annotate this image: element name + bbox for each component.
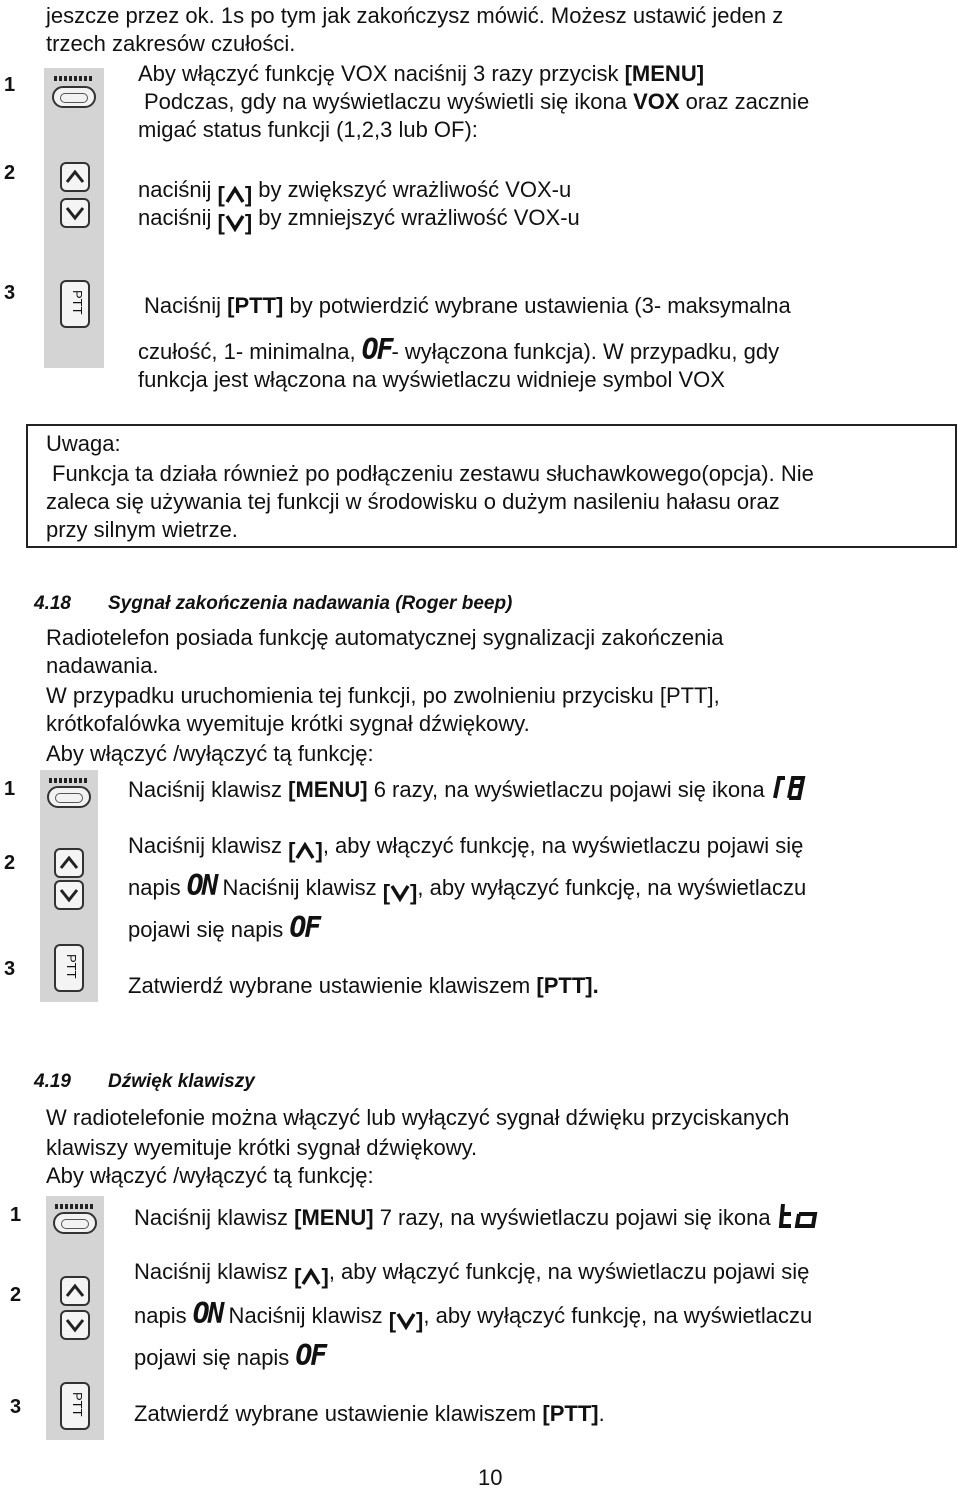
ptt-button-icon: PTT (60, 1382, 90, 1430)
on-display-glyph: ON (192, 1297, 223, 1330)
roger-step2-line3: pojawi się napis OF (128, 911, 320, 944)
up-arrow-button-icon (60, 1276, 90, 1306)
ptt-button-icon: PTT (54, 944, 84, 992)
down-key-icon: [ ] (382, 880, 418, 905)
roger-step1: Naciśnij klawisz [MENU] 6 razy, na wyświetlaczu pojawi się ikona (128, 772, 807, 809)
step-number: 2 (4, 852, 16, 874)
of-display-glyph: OF (361, 333, 392, 366)
paragraph-line: W przypadku uruchomienia tej funkcji, po zwolnieniu przycisku [PTT], (46, 683, 720, 708)
section-number: 4.19 (34, 1071, 71, 1092)
of-display-glyph: OF (295, 1339, 326, 1372)
step-number: 2 (4, 162, 16, 184)
down-key-icon: [ ] (388, 1308, 424, 1333)
up-key-icon: [ ] (217, 182, 253, 207)
roger-beep-display-icon (771, 772, 807, 809)
step-number: 1 (4, 74, 16, 96)
keytone-step2-line3: pojawi się napis OF (134, 1339, 326, 1372)
keytone-step1: Naciśnij klawisz [MENU] 7 razy, na wyświetlaczu pojawi się ikona (134, 1200, 821, 1237)
step-number: 3 (10, 1396, 22, 1418)
roger-step2-line1: Naciśnij klawisz [ ], aby włączyć funkcję, na wyświetlaczu pojawi się (128, 833, 804, 863)
paragraph-line: Aby włączyć /wyłączyć tą funkcję: (46, 741, 374, 766)
step-number: 1 (10, 1204, 22, 1226)
device-keypad-illustration (44, 68, 104, 368)
step-number: 3 (4, 958, 16, 980)
vox-step3-line1: Naciśnij [PTT] by potwierdzić wybrane ustawienia (3- maksymalna (144, 293, 791, 318)
section-title: Sygnał zakończenia nadawania (Roger beep) (108, 593, 513, 614)
vox-intro-line1: jeszcze przez ok. 1s po tym jak zakończysz mówić. Możesz ustawić jeden z (46, 3, 784, 28)
step-number: 2 (10, 1284, 22, 1306)
paragraph-line: klawiszy wyemituje krótki sygnał dźwiękowy. (46, 1135, 478, 1160)
section-number: 4.18 (34, 593, 71, 614)
keytone-step3: Zatwierdź wybrane ustawienie klawiszem [PTT]. (134, 1401, 605, 1426)
note-title: Uwaga: (46, 431, 121, 456)
up-key-icon: [ ] (294, 1264, 329, 1289)
vox-step1-line3: migać status funkcji (1,2,3 lub OF): (138, 117, 478, 142)
vox-step1-line1: Aby włączyć funkcję VOX naciśnij 3 razy przycisk [MENU] (138, 61, 705, 86)
roger-step2-line2: napis ON Naciśnij klawisz [ ], aby wyłączyć funkcję, na wyświetlaczu (128, 869, 807, 905)
paragraph-line: W radiotelefonie można włączyć lub wyłączyć sygnał dźwięku przyciskanych (46, 1105, 790, 1130)
paragraph-line: Radiotelefon posiada funkcję automatycznej sygnalizacji zakończenia (46, 625, 724, 650)
menu-button-icon (47, 786, 91, 808)
up-arrow-button-icon (60, 162, 90, 192)
note-line2: zaleca się używania tej funkcji w środowisku o dużym nasileniu hałasu oraz (46, 489, 780, 514)
keytone-step2-line2: napis ON Naciśnij klawisz [ ], aby wyłączyć funkcję, na wyświetlaczu (134, 1297, 813, 1333)
section-title: Dźwięk klawiszy (108, 1071, 255, 1092)
vox-step1-line2: Podczas, gdy na wyświetlaczu wyświetli się ikona VOX oraz zacznie (144, 89, 810, 114)
vox-step2-down: naciśnij [ ] by zmniejszyć wrażliwość VOX-u (138, 205, 580, 235)
down-arrow-button-icon (60, 198, 90, 228)
device-keypad-illustration (46, 1196, 104, 1440)
paragraph-line: nadawania. (46, 653, 159, 678)
note-line3: przy silnym wietrze. (46, 517, 238, 542)
vox-step3-line2: czułość, 1- minimalna, OF- wyłączona funkcja). W przypadku, gdy (138, 333, 780, 366)
roger-step3: Zatwierdź wybrane ustawienie klawiszem [PTT]. (128, 973, 599, 998)
up-key-icon: [ ] (288, 838, 323, 863)
vox-step3-line3: funkcja jest włączona na wyświetlaczu widnieje symbol VOX (138, 367, 725, 392)
menu-button-icon (53, 1212, 97, 1234)
note-line1: Funkcja ta działa również po podłączeniu zestawu słuchawkowego(opcja). Nie (52, 461, 814, 486)
key-tone-display-icon (777, 1200, 821, 1237)
vox-intro-line2: trzech zakresów czułości. (46, 31, 296, 56)
paragraph-line: krótkofalówka wyemituje krótki sygnał dźwiękowy. (46, 711, 530, 736)
menu-label-icon (54, 76, 94, 81)
menu-label-icon (55, 1204, 95, 1209)
vox-step2-up: naciśnij [ ] by zwiększyć wrażliwość VOX-u (138, 177, 572, 207)
keytone-step2-line1: Naciśnij klawisz [ ], aby włączyć funkcję, na wyświetlaczu pojawi się (134, 1259, 810, 1289)
menu-label-icon (49, 778, 89, 783)
down-arrow-button-icon (60, 1310, 90, 1340)
step-number: 1 (4, 778, 16, 800)
on-display-glyph: ON (186, 869, 217, 902)
step-number: 3 (4, 282, 16, 304)
down-key-icon: [ ] (217, 210, 253, 235)
device-keypad-illustration (40, 770, 98, 1002)
of-display-glyph: OF (289, 911, 320, 944)
page-number: 10 (478, 1465, 503, 1490)
up-arrow-button-icon (54, 848, 84, 878)
down-arrow-button-icon (54, 880, 84, 910)
paragraph-line: Aby włączyć /wyłączyć tą funkcję: (46, 1163, 374, 1188)
menu-button-icon (52, 86, 96, 108)
ptt-button-icon: PTT (60, 280, 90, 328)
